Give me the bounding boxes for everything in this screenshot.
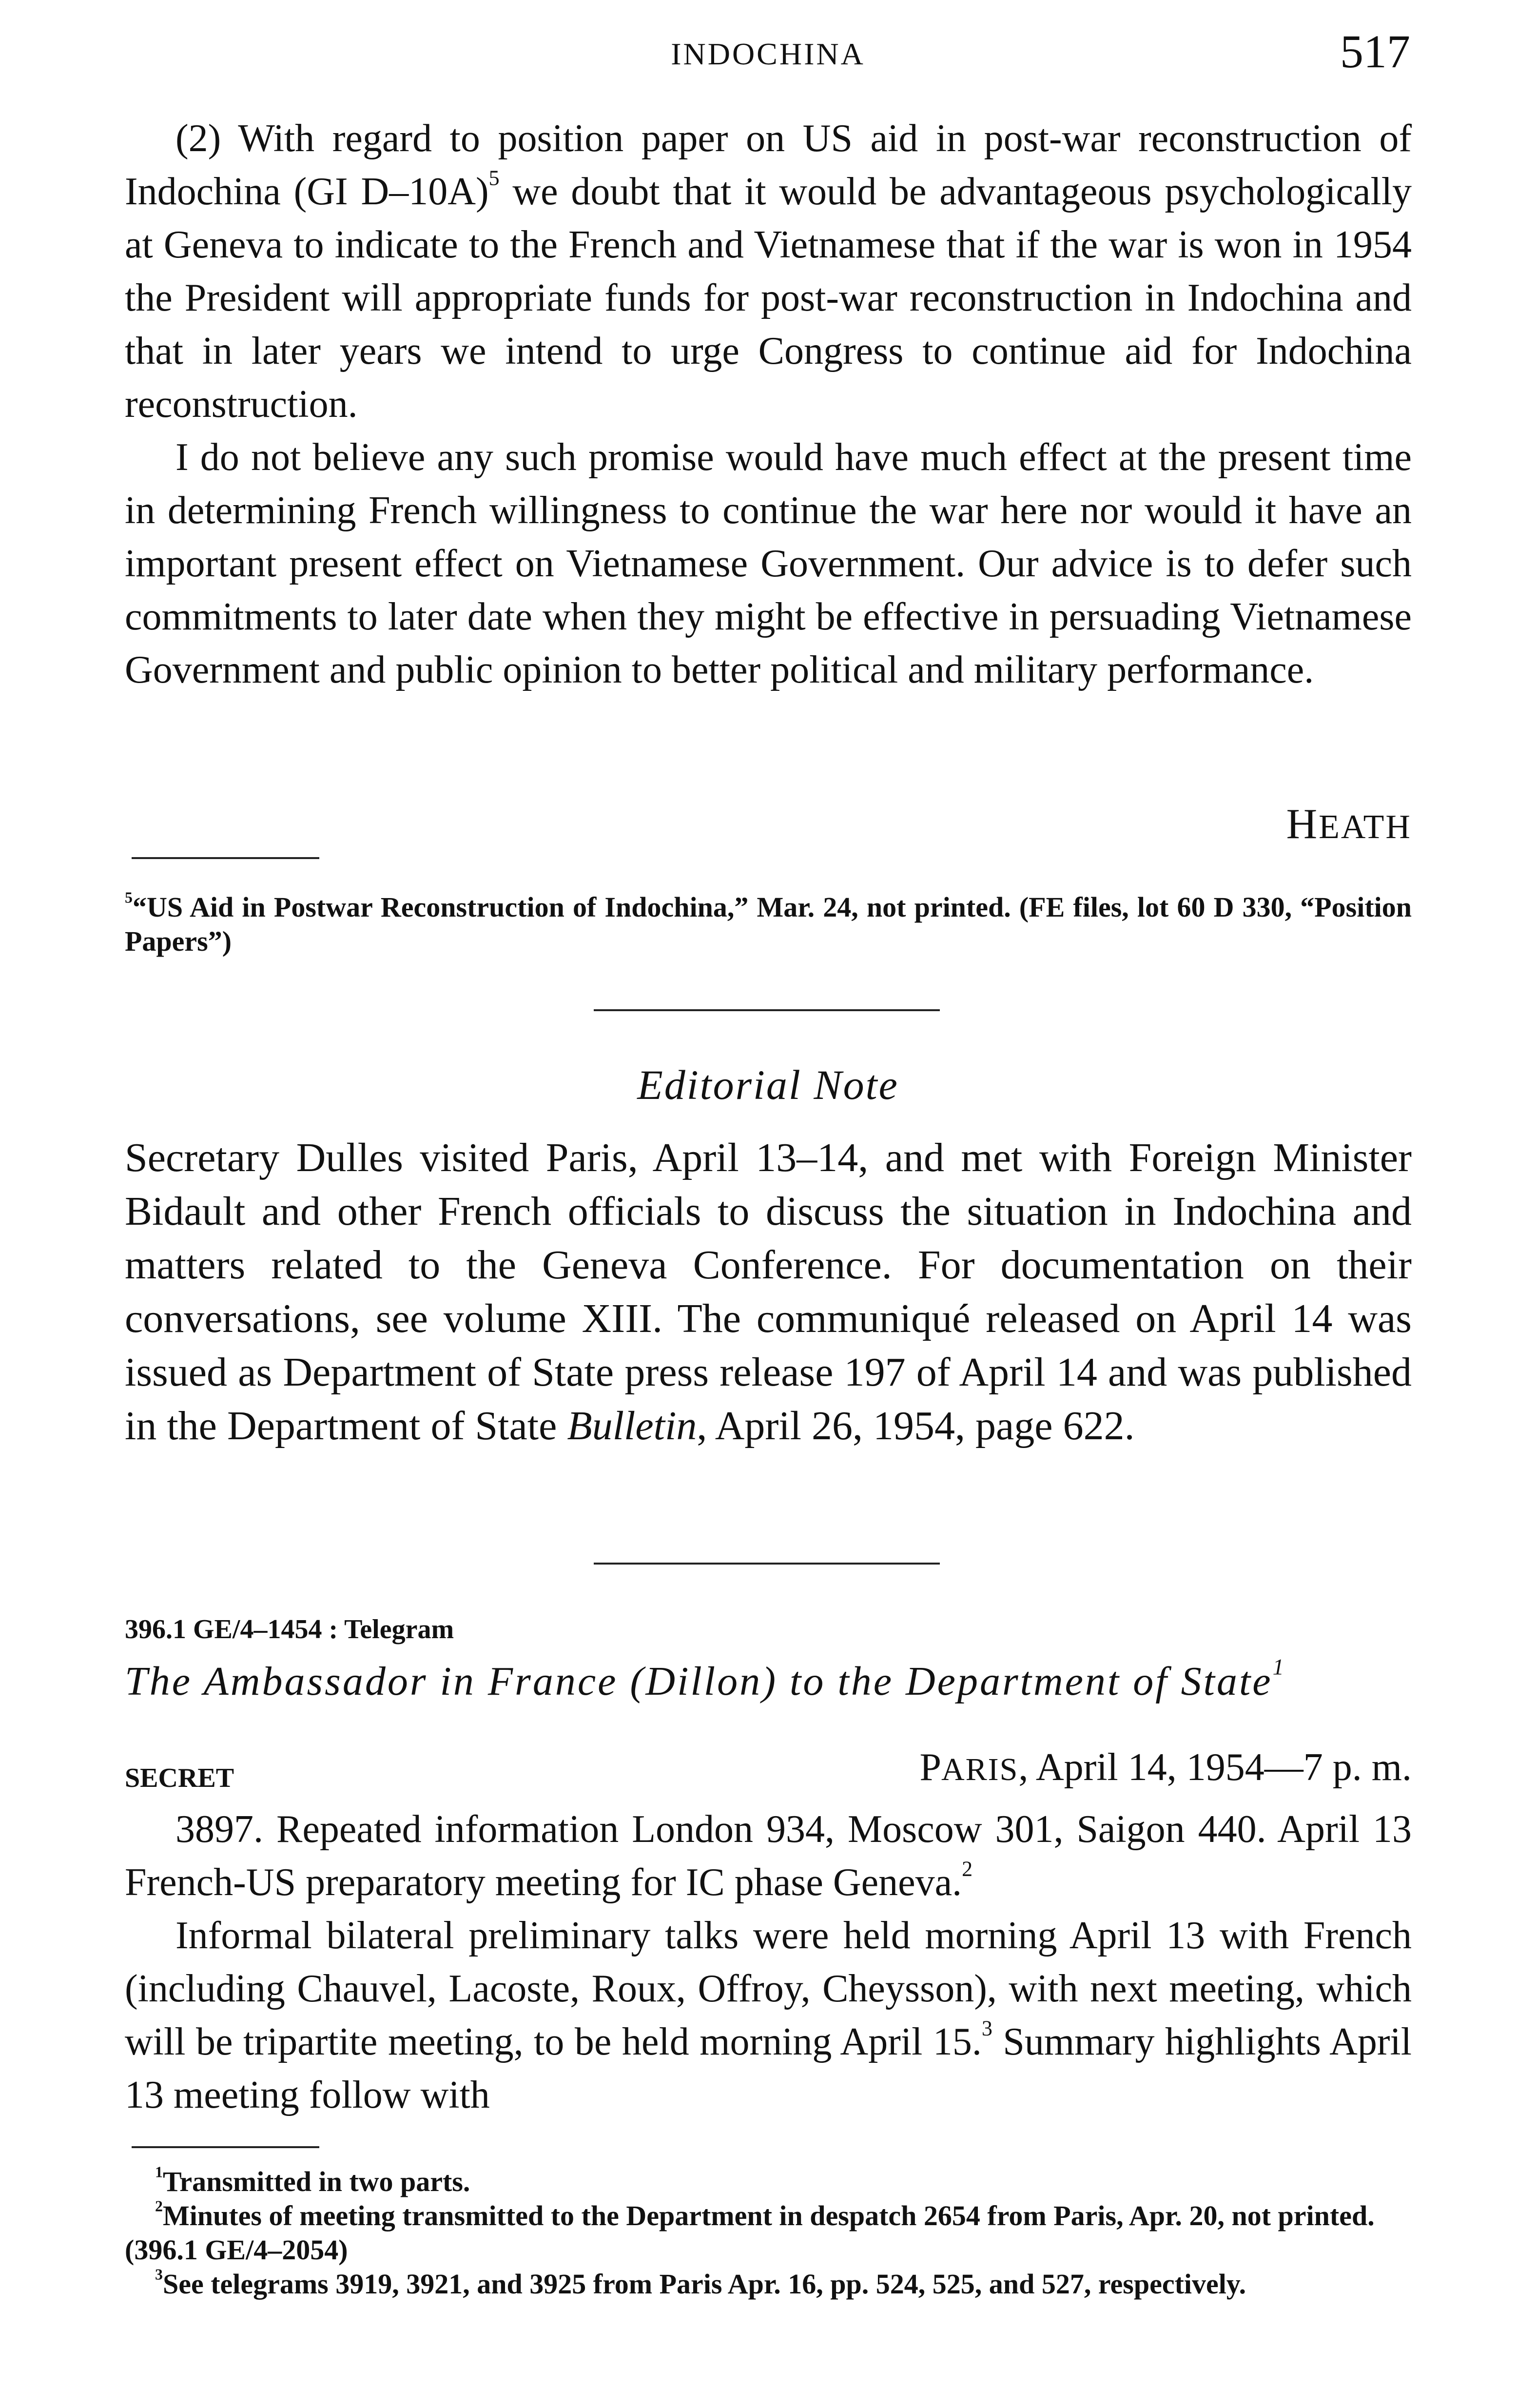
bottom-footnotes	[125, 2165, 1412, 2301]
section-divider-2	[594, 1563, 940, 1565]
telegram-body	[125, 1803, 1412, 2122]
footnote-ref-5: 5	[488, 166, 500, 190]
top-section	[125, 112, 1412, 697]
dateline: PARIS, April 14, 1954—7 p. m.	[919, 1746, 1412, 1789]
paragraph-position-paper: (2) With regard to position paper on US aid in post-war reconstruction of Indochina (GI D–10A)$^5$ we doubt that it would be advantageous psychologically at Geneva to indicate to the French and Vietnamese that if the war is won in 1954 the President will appropriate funds for post-war reconstruction in Indochina and that in later years we intend to urge Congress to continue aid for Indochina reconstruction.	[125, 117, 1412, 426]
document-title: The Ambassador in France (Dillon) to the Department of State$^1$	[125, 1654, 1286, 1704]
editorial-note-title: Editorial Note	[637, 1061, 899, 1108]
editorial-note	[125, 1131, 1412, 1453]
footnote-3: $^3$See telegrams 3919, 3921, and 3925 from Paris Apr. 16, pp. 524, 525, and 527, respectively.	[155, 2266, 1246, 2300]
signature: HEATH	[1286, 801, 1412, 848]
section-divider	[594, 1009, 940, 1011]
footnote-divider	[132, 857, 319, 859]
footnote-marker: 5	[125, 889, 133, 906]
document-file-id: 396.1 GE/4–1454 : Telegram	[125, 1614, 454, 1644]
telegram-paragraph-2: Informal bilateral preliminary talks were held morning April 13 with French (including Chauvel, Lacoste, Roux, Offroy, Cheysson), with next meeting, which will be tripartite meeting, to be held morning April 15.$^3$ Summary highlights April 13 meeting follow with	[125, 1914, 1412, 2116]
editorial-note-text: Secretary Dulles visited Paris, April 13–14, and met with Foreign Minister Bidault and other French officials to discuss the situation in Indochina and matters related to the Geneva Conference. For documentation on their conversations, see volume XIII. The communiqué released on April 14 was issued as Department of State press release 197 of April 14 and was published in the Department of State Bulletin, April 26, 1954, page 622.	[125, 1135, 1412, 1449]
paragraph-advice: I do not believe any such promise would have much effect at the present time in determining French willingness to continue the war here nor would it have an important present effect on Vietnamese Government. Our advice is to defer such commitments to later date when they might be effective in persuading Vietnamese Government and public opinion to better political and military performance.	[125, 436, 1412, 691]
classification: SECRET	[125, 1763, 234, 1793]
footnote-1: $^1$Transmitted in two parts.	[155, 2163, 470, 2197]
page-number: 517	[1340, 25, 1410, 78]
footnote-divider-2	[132, 2146, 319, 2148]
telegram-paragraph-1: 3897. Repeated information London 934, Moscow 301, Saigon 440. April 13 French-US preparatory meeting for IC phase Geneva.$^2$	[125, 1808, 1412, 1904]
footnote-2: $^2$Minutes of meeting transmitted to the Department in despatch 2654 from Paris, Apr. 20, not printed. (396.1 GE/4–2054)	[125, 2197, 1375, 2266]
footnote-5: $^5$“US Aid in Postwar Reconstruction of Indochina,” Mar. 24, not printed. (FE files, lot 60 D 330, “Position Papers”)	[125, 889, 1412, 957]
running-title: INDOCHINA	[671, 37, 865, 71]
